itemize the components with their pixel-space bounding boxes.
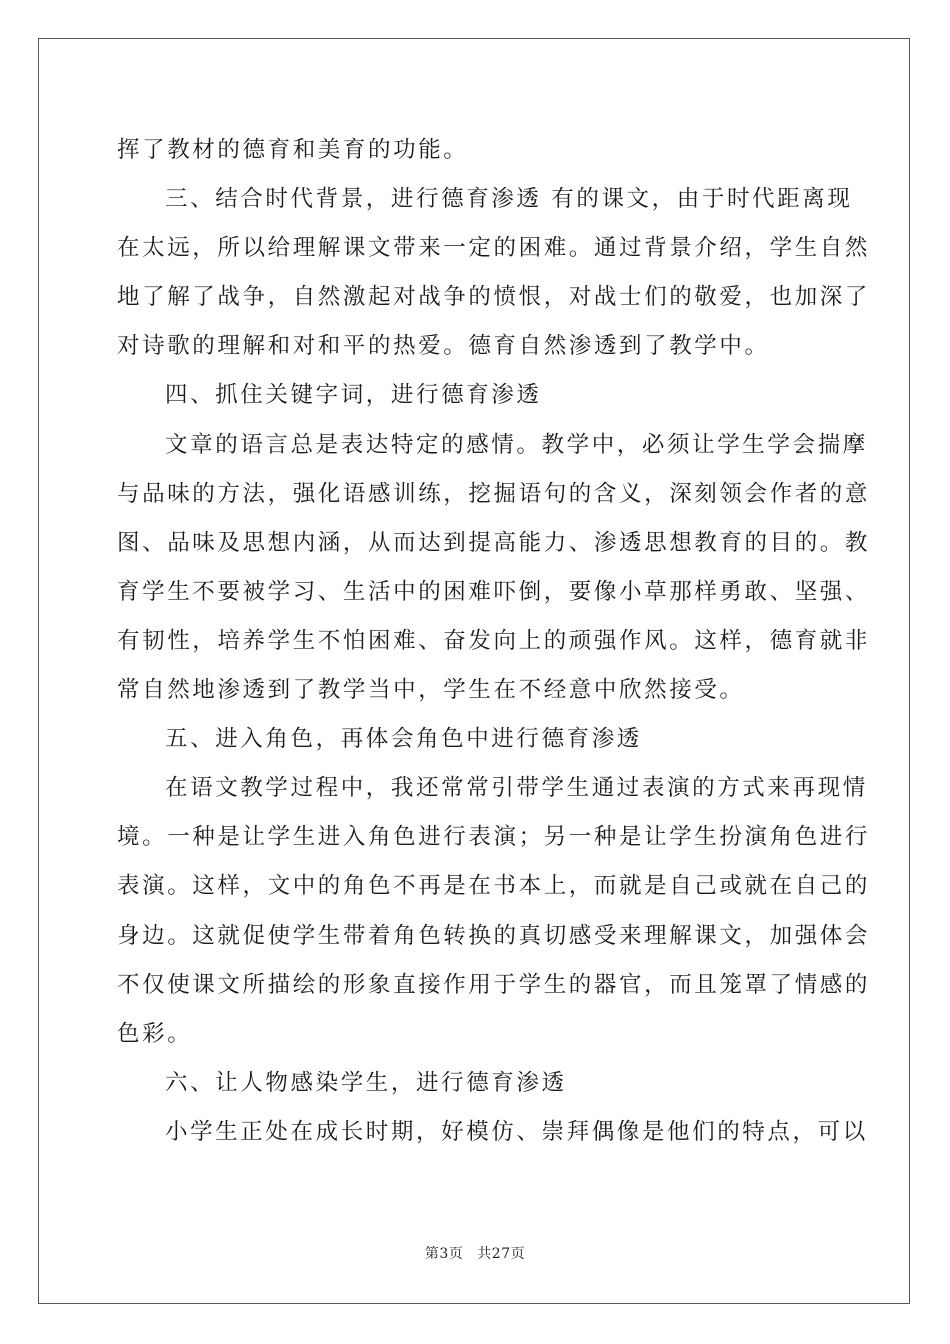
text-line: 常自然地渗透到了教学当中，学生在不经意中欣然接受。: [117, 677, 745, 704]
text-line: 文章的语言总是表达特定的感情。教学中，必须让学生学会揣摩: [165, 431, 868, 458]
text-line: 对诗歌的理解和对和平的热爱。德育自然渗透到了教学中。: [117, 333, 770, 360]
page-footer: [0, 1243, 950, 1263]
document-body: [117, 126, 871, 1157]
text-line: 地了解了战争，自然激起对战争的愤恨，对战士们的敬爱，也加深了: [117, 284, 871, 311]
text-line: 育学生不要被学习、生活中的困难吓倒，要像小草那样勇敢、坚强、: [117, 578, 871, 605]
text-line: 挥了教材的德育和美育的功能。: [117, 137, 469, 163]
text-line: 六、让人物感染学生，进行德育渗透: [165, 1069, 567, 1096]
text-line: 五、进入角色，再体会角色中进行德育渗透: [165, 726, 642, 753]
text-line: 身边。这就促使学生带着角色转换的真切感受来理解课文，加强体会: [117, 922, 871, 949]
text-line: 在语文教学过程中，我还常常引带学生通过表演的方式来再现情: [165, 775, 868, 802]
text-line: 四、抓住关键字词，进行德育渗透: [165, 382, 542, 409]
text-line: 不仅使课文所描绘的形象直接作用于学生的器官，而且笼罩了情感的: [117, 971, 871, 998]
text-line: 图、品味及思想内涵，从而达到提高能力、渗透思想教育的目的。教: [117, 529, 871, 556]
page-number: 第3页: [424, 1246, 464, 1262]
text-line: 表演。这样，文中的角色不再是在书本上，而就是自己或就在自己的: [117, 873, 871, 900]
page-total: 共27页: [477, 1246, 526, 1262]
text-line: 有韧性，培养学生不怕困难、奋发向上的顽强作风。这样，德育就非: [117, 627, 871, 654]
text-line: 小学生正处在成长时期，好模仿、崇拜偶像是他们的特点，可以: [165, 1118, 868, 1145]
text-line: 在太远，所以给理解课文带来一定的困难。通过背景介绍，学生自然: [117, 235, 871, 262]
text-line: 与品味的方法，强化语感训练，挖掘语句的含义，深刻领会作者的意: [117, 480, 871, 507]
text-line: 色彩。: [117, 1020, 193, 1047]
text-line: 三、结合时代背景，进行德育渗透 有的课文，由于时代距离现: [165, 186, 853, 213]
text-line: 境。一种是让学生进入角色进行表演；另一种是让学生扮演角色进行: [117, 824, 871, 851]
